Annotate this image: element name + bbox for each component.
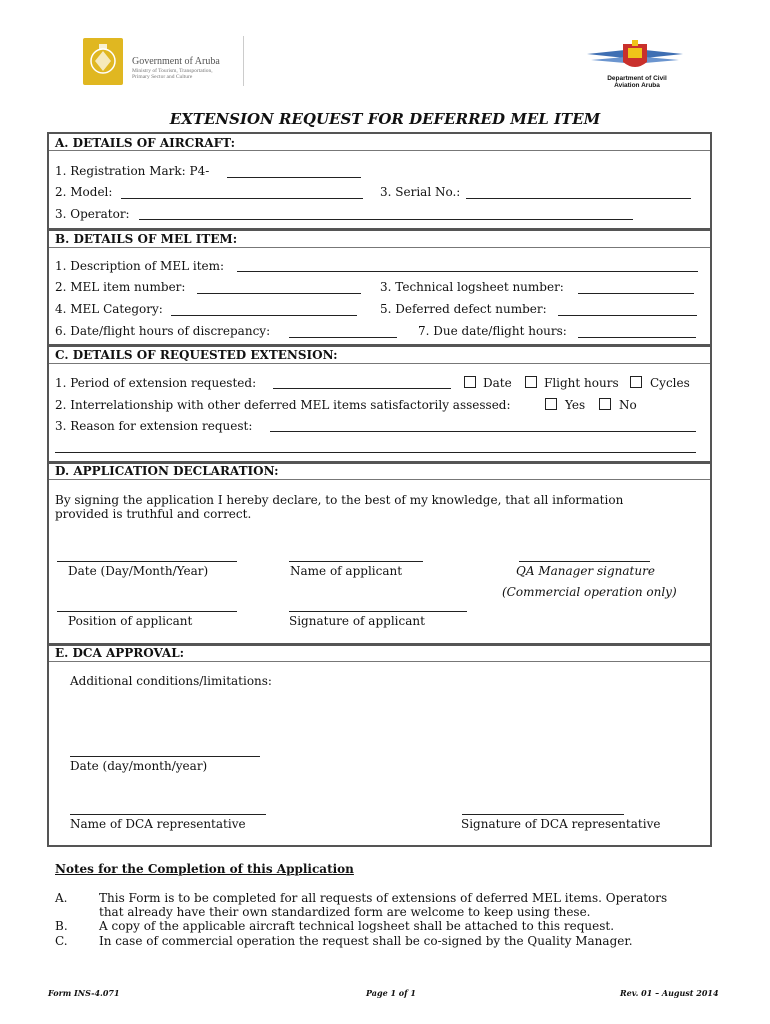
qa-manager-signature-field[interactable] <box>519 561 650 562</box>
registration-mark-field[interactable] <box>227 177 361 178</box>
date-option-label: Date <box>483 376 512 390</box>
extension-period-field[interactable] <box>273 388 451 389</box>
government-title: Government of Aruba <box>132 56 220 67</box>
applicant-signature-label: Signature of applicant <box>289 614 425 628</box>
date-discrepancy-label: 6. Date/flight hours of discrepancy: <box>55 324 271 338</box>
form-number: Form INS-4.071 <box>48 988 120 998</box>
applicant-name-label: Name of applicant <box>290 564 403 578</box>
commercial-operation-note: (Commercial operation only) <box>502 585 677 599</box>
dca-line-2: Aviation Aruba <box>614 82 660 89</box>
applicant-signature-field[interactable] <box>289 611 467 612</box>
mel-item-number-label: 2. MEL item number: <box>55 280 186 294</box>
mel-item-number-field[interactable] <box>197 293 361 294</box>
page-number: Page 1 of 1 <box>366 988 416 998</box>
operator-label: 3. Operator: <box>55 207 130 221</box>
deferred-defect-field[interactable] <box>558 315 697 316</box>
note-c-letter: C. <box>55 934 68 948</box>
section-c-heading: C. DETAILS OF REQUESTED EXTENSION: <box>55 348 338 362</box>
application-date-field[interactable] <box>57 561 237 562</box>
no-checkbox[interactable] <box>599 398 611 410</box>
section-d-divider <box>49 479 710 480</box>
technical-logsheet-field[interactable] <box>578 293 694 294</box>
due-date-field[interactable] <box>578 337 696 338</box>
due-date-label: 7. Due date/flight hours: <box>418 324 567 338</box>
mel-category-label: 4. MEL Category: <box>55 302 163 316</box>
date-checkbox[interactable] <box>464 376 476 388</box>
dca-logo-text <box>604 75 670 89</box>
yes-checkbox[interactable] <box>545 398 557 410</box>
dca-line-1: Department of Civil <box>607 75 667 82</box>
section-a-divider <box>49 150 710 151</box>
note-a-letter: A. <box>55 891 68 905</box>
note-c-line-1: In case of commercial operation the request shall be co-signed by the Quality Manager. <box>99 934 633 948</box>
cycles-option-label: Cycles <box>650 376 690 390</box>
dca-date-label: Date (day/month/year) <box>70 759 208 773</box>
note-b-letter: B. <box>55 919 68 933</box>
serial-number-field[interactable] <box>466 198 691 199</box>
model-field[interactable] <box>121 198 363 199</box>
applicant-position-field[interactable] <box>57 611 237 612</box>
revision: Rev. 01 – August 2014 <box>620 988 719 998</box>
page-title: EXTENSION REQUEST FOR DEFERRED MEL ITEM <box>169 110 601 128</box>
logo-divider <box>243 36 244 86</box>
section-d-heading: D. APPLICATION DECLARATION: <box>55 464 279 478</box>
ministry-line-2: Primary Sector and Culture <box>132 74 193 80</box>
section-c-divider <box>49 363 710 364</box>
section-e-heading: E. DCA APPROVAL: <box>55 646 185 660</box>
application-date-label: Date (Day/Month/Year) <box>68 564 209 578</box>
registration-mark-label: 1. Registration Mark: P4- <box>55 164 210 178</box>
note-a-line-2: that already have their own standardized form are welcome to keep using these. <box>99 905 591 919</box>
government-of-aruba-seal-icon <box>83 38 123 85</box>
flight-hours-checkbox[interactable] <box>525 376 537 388</box>
mel-description-label: 1. Description of MEL item: <box>55 259 225 273</box>
deferred-defect-label: 5. Deferred defect number: <box>380 302 547 316</box>
section-b-heading: B. DETAILS OF MEL ITEM: <box>55 232 238 246</box>
applicant-name-field[interactable] <box>289 561 423 562</box>
reason-field-line-2[interactable] <box>55 452 696 453</box>
no-option-label: No <box>619 398 637 412</box>
ministry-line-1: Ministry of Tourism, Transportation, <box>132 68 213 74</box>
serial-number-label: 3. Serial No.: <box>380 185 461 199</box>
dca-representative-signature-field[interactable] <box>462 814 624 815</box>
cycles-checkbox[interactable] <box>630 376 642 388</box>
reason-field-line-1[interactable] <box>270 431 696 432</box>
declaration-line-1: By signing the application I hereby declare, to the best of my knowledge, that all information <box>55 493 624 507</box>
qa-manager-signature-label: QA Manager signature <box>516 564 655 578</box>
section-e-divider <box>49 661 710 662</box>
technical-logsheet-label: 3. Technical logsheet number: <box>380 280 564 294</box>
dca-representative-name-field[interactable] <box>70 814 266 815</box>
dca-representative-signature-label: Signature of DCA representative <box>461 817 661 831</box>
declaration-line-2: provided is truthful and correct. <box>55 507 252 521</box>
section-b-divider <box>49 247 710 248</box>
reason-label: 3. Reason for extension request: <box>55 419 253 433</box>
applicant-position-label: Position of applicant <box>68 614 193 628</box>
operator-field[interactable] <box>139 219 633 220</box>
date-discrepancy-field[interactable] <box>289 337 397 338</box>
notes-heading: Notes for the Completion of this Application <box>55 862 354 876</box>
flight-hours-option-label: Flight hours <box>544 376 619 390</box>
extension-period-label: 1. Period of extension requested: <box>55 376 257 390</box>
dca-representative-name-label: Name of DCA representative <box>70 817 246 831</box>
note-a-line-1: This Form is to be completed for all requests of extensions of deferred MEL items. Operators <box>99 891 668 905</box>
dca-date-field[interactable] <box>70 756 260 757</box>
additional-conditions-label: Additional conditions/limitations: <box>70 674 272 688</box>
interrelationship-label: 2. Interrelationship with other deferred MEL items satisfactorily assessed: <box>55 398 511 412</box>
note-b-line-1: A copy of the applicable aircraft technical logsheet shall be attached to this request. <box>99 919 615 933</box>
mel-category-field[interactable] <box>171 315 357 316</box>
dca-aviation-logo-icon <box>585 38 685 76</box>
section-a-heading: A. DETAILS OF AIRCRAFT: <box>55 136 236 150</box>
mel-description-field[interactable] <box>237 271 698 272</box>
yes-option-label: Yes <box>565 398 586 412</box>
model-label: 2. Model: <box>55 185 113 199</box>
